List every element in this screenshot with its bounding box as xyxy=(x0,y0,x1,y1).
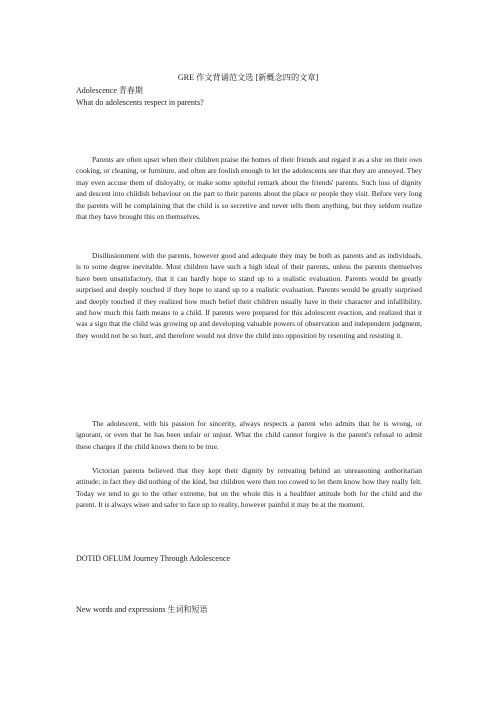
question-line: What do adolescents respect in parents? xyxy=(76,98,204,107)
footer-heading: DOTID OFLUM Journey Through Adolescence xyxy=(76,554,231,563)
paragraph-1: Parents are often upset when their children praise the homes of their friends and regard it as a slur on their own cooking, or cleaning, or furniture, and often are foolish enough to let the adolescents see that they are annoyed. They may even accuse them of disloyalty, or make some spiteful remark about the friends' parents. Such loss of dignity and descent into childish behaviour on the part to their parents about the place or people they visit. Before very long the parents will be complaining that the child is so secretive and never tells them anything, but they seldom realize that they have brought this on themselves. xyxy=(76,155,422,222)
paragraph-3: The adolescent, with his passion for sincerity, always respects a parent who admits that he is wrong, or ignorant, or even that he has been unfair or unjust. What the child cannot forgive is the parent's refusal to admit these charges if the child knows them to be true. xyxy=(76,419,422,451)
vocab-heading: New words and expressions 生词和短语 xyxy=(76,605,208,614)
paragraph-2: Disillusionment with the parents, however good and adequate they may be both as parents and as individuals, is to some degree inevitable. Most children have such a high ideal of their parents, unless the parents themselves have been unsatisfactory, that it can hardly hope to stand up to a realistic evaluation. Parents would be greatly surprised and deeply touched if they hope to stand up to a realistic evaluation. Parents would be greatly surprised and deeply touched if they realized how much belief their children usually have in their character and infallibility, and how much this faith means to a child. If parents were prepared for this adolescent reaction, and realized that it was a sign that the child was growing up and developing valuable powers of observation and independent judgment, they would not be so hurt, and therefore would not drive the child into opposition by resenting and resisting it. xyxy=(76,251,422,340)
section-label: Adolescence 青春期 xyxy=(76,86,143,95)
document-title: GRE 作文背诵范文选 [新概念四的文章] xyxy=(177,73,319,82)
paragraph-4: Victorian parents believed that they kept their dignity by retreating behind an unreasoning authoritarian attitude; in fact they did nothing of the kind, but children were then too cowed to let them know how they really felt. Today we tend to go to the other extreme, but on the whole this is a healthier attitude both for the child and the parent. It is always wiser and safer to face up to reality, however painful it may be at the moment. xyxy=(76,466,422,510)
